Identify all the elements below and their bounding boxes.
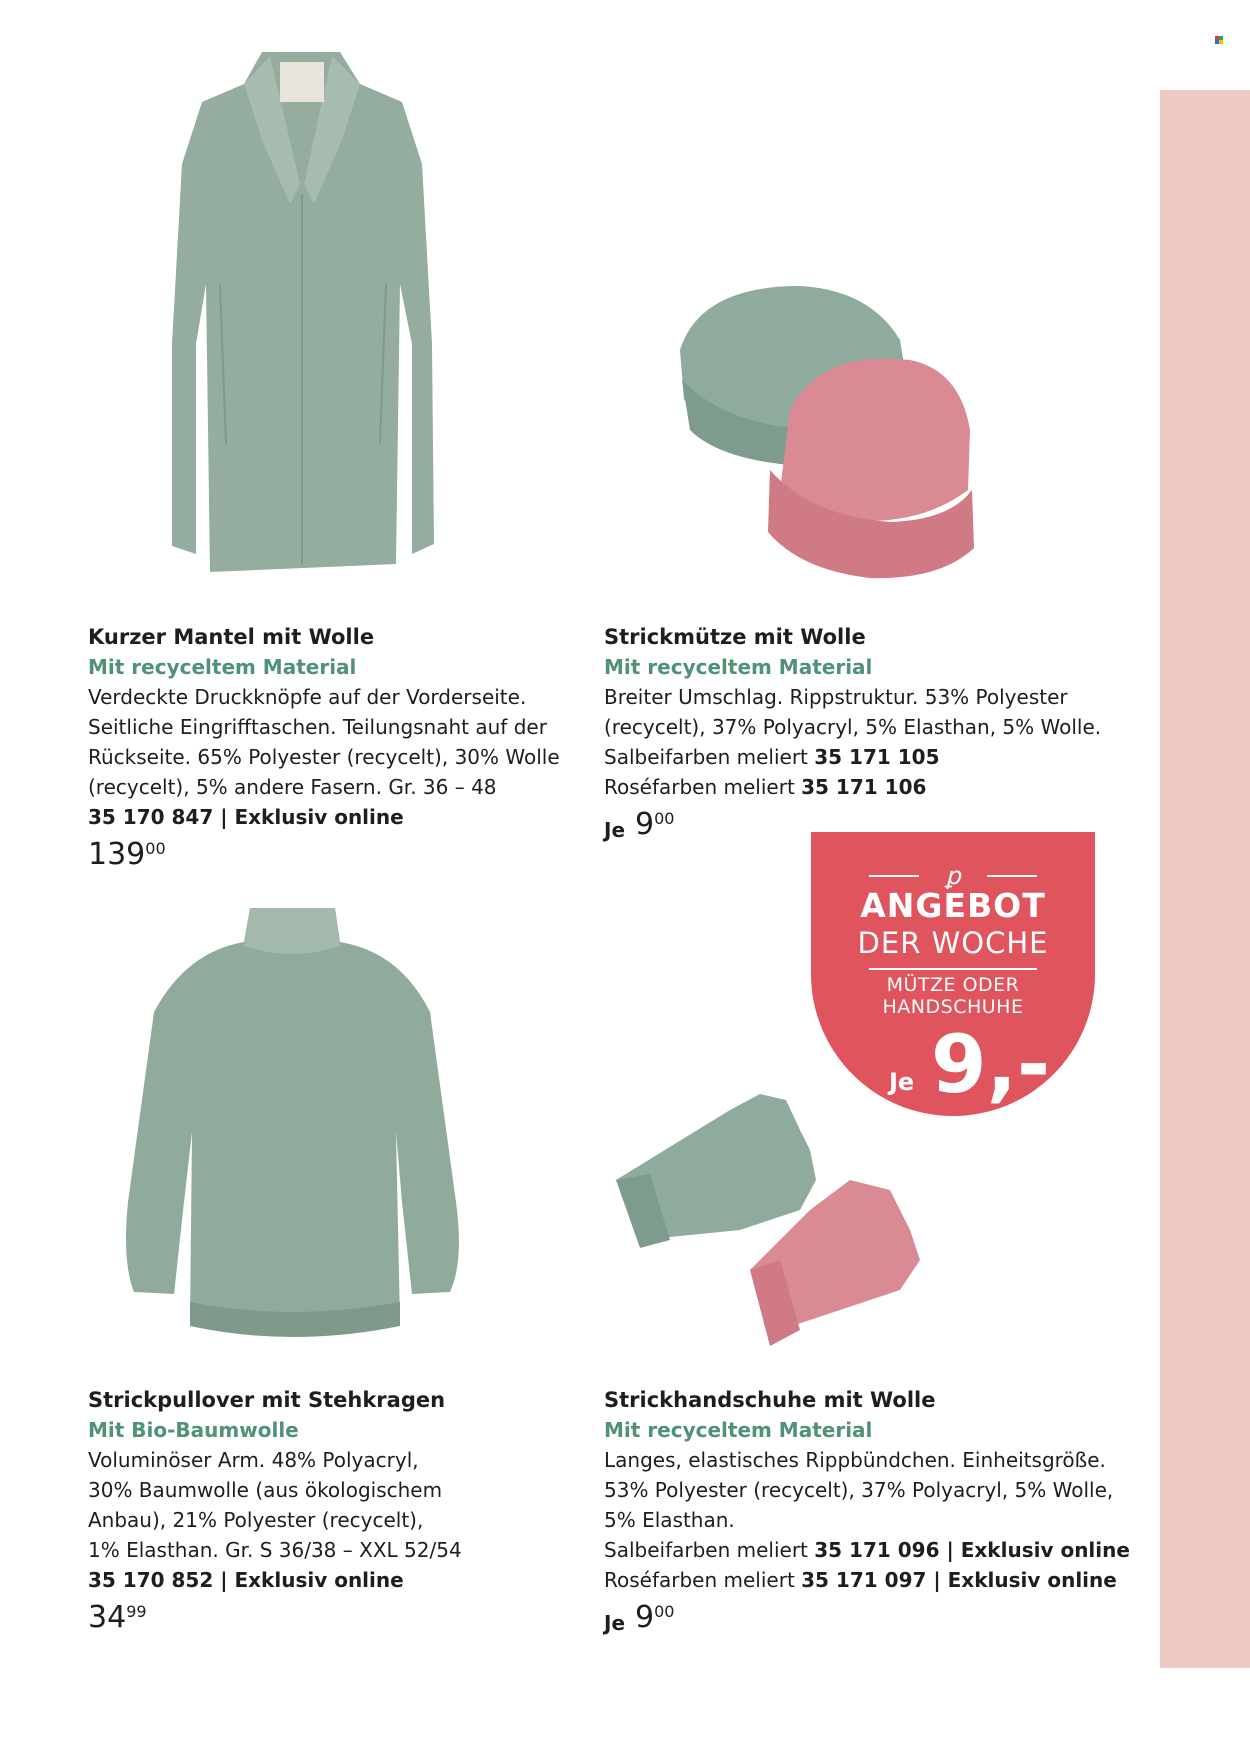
article-line	[604, 742, 1101, 772]
price	[88, 838, 560, 872]
badge-products-line: HANDSCHUHE	[882, 996, 1024, 1018]
article-number: 35 170 852 | Exklusiv online	[88, 1568, 404, 1592]
badge-subtitle: DER WOCHE	[857, 926, 1049, 960]
price-cents: 00	[654, 809, 675, 828]
product-subtitle: Mit Bio-Baumwolle	[88, 1418, 299, 1442]
product-title: Strickpullover mit Stehkragen	[88, 1388, 446, 1412]
article-number: 35 171 097 | Exklusiv online	[801, 1568, 1117, 1592]
tchibo-logo-icon: ꝑ	[945, 862, 961, 890]
color-marks	[1215, 36, 1223, 44]
badge-title: ANGEBOT	[860, 886, 1046, 925]
badge-price-value: 9,-	[931, 1018, 1051, 1111]
gloves-icon	[610, 1090, 940, 1350]
price-main: 139	[88, 837, 146, 872]
product-gloves	[604, 1385, 1130, 1635]
product-description-line: Verdeckte Druckknöpfe auf der Vorderseite.	[88, 685, 527, 709]
article-label: Salbeifarben meliert	[604, 1538, 815, 1562]
side-color-bar	[1160, 90, 1250, 1668]
product-description-line: (recycelt), 37% Polyacryl, 5% Elasthan, 5% Wolle.	[604, 715, 1102, 739]
product-description-line: Seitliche Eingrifftaschen. Teilungsnaht auf der	[88, 715, 547, 739]
article-number: 35 171 105	[814, 745, 940, 769]
article-label: Roséfarben meliert	[604, 775, 802, 799]
coat-icon	[150, 44, 450, 584]
sweater-icon	[120, 902, 465, 1352]
product-description-line: 5% Elasthan.	[604, 1508, 735, 1532]
price	[88, 1601, 462, 1635]
badge-products-line: MÜTZE ODER	[886, 974, 1020, 996]
article-line	[604, 772, 1101, 802]
article-label: Salbeifarben meliert	[604, 745, 815, 769]
offer-badge	[811, 832, 1095, 1116]
product-title: Kurzer Mantel mit Wolle	[88, 625, 375, 649]
product-description-line: Voluminöser Arm. 48% Polyacryl,	[88, 1448, 419, 1472]
sweater-image	[120, 902, 465, 1352]
product-description-line: 53% Polyester (recycelt), 37% Polyacryl, 5% Wolle,	[604, 1478, 1114, 1502]
product-description-line: 1% Elasthan. Gr. S 36/38 – XXL 52/54	[88, 1538, 462, 1562]
product-coat	[88, 622, 560, 872]
product-description-line: Rückseite. 65% Polyester (recycelt), 30% Wolle	[88, 745, 560, 769]
article-number: 35 170 847 | Exklusiv online	[88, 805, 404, 829]
article-line	[604, 1535, 1130, 1565]
price-cents: 00	[145, 839, 166, 858]
product-description-line: Breiter Umschlag. Rippstruktur. 53% Polyester	[604, 685, 1068, 709]
product-subtitle: Mit recyceltem Material	[604, 655, 873, 679]
article-line	[88, 1565, 462, 1595]
product-sweater	[88, 1385, 462, 1635]
product-description-line: (recycelt), 5% andere Fasern. Gr. 36 – 48	[88, 775, 497, 799]
price-main: 9	[635, 1600, 655, 1635]
article-line	[88, 802, 560, 832]
article-label: Roséfarben meliert	[604, 1568, 802, 1592]
product-title: Strickhandschuhe mit Wolle	[604, 1388, 936, 1412]
price-cents: 00	[654, 1602, 675, 1621]
product-title: Strickmütze mit Wolle	[604, 625, 866, 649]
price	[604, 1601, 1130, 1635]
product-description-line: Anbau), 21% Polyester (recycelt),	[88, 1508, 424, 1532]
article-number: 35 171 106	[801, 775, 927, 799]
beanies-image	[660, 280, 980, 600]
product-subtitle: Mit recyceltem Material	[88, 655, 357, 679]
article-line	[604, 1565, 1130, 1595]
beanie-icon	[660, 280, 980, 600]
product-beanie	[604, 622, 1101, 842]
price-prefix: Je	[604, 1611, 626, 1635]
product-description-line: 30% Baumwolle (aus ökologischem	[88, 1478, 443, 1502]
price-main: 34	[88, 1600, 127, 1635]
product-description-line: Langes, elastisches Rippbündchen. Einheitsgröße.	[604, 1448, 1106, 1472]
gloves-image	[610, 1090, 940, 1350]
badge-price-prefix: Je	[889, 1068, 915, 1096]
product-subtitle: Mit recyceltem Material	[604, 1418, 873, 1442]
price-prefix: Je	[604, 818, 626, 842]
price-main: 9	[635, 807, 655, 842]
article-number: 35 171 096 | Exklusiv online	[814, 1538, 1130, 1562]
coat-image	[150, 44, 450, 584]
price-cents: 99	[126, 1602, 147, 1621]
